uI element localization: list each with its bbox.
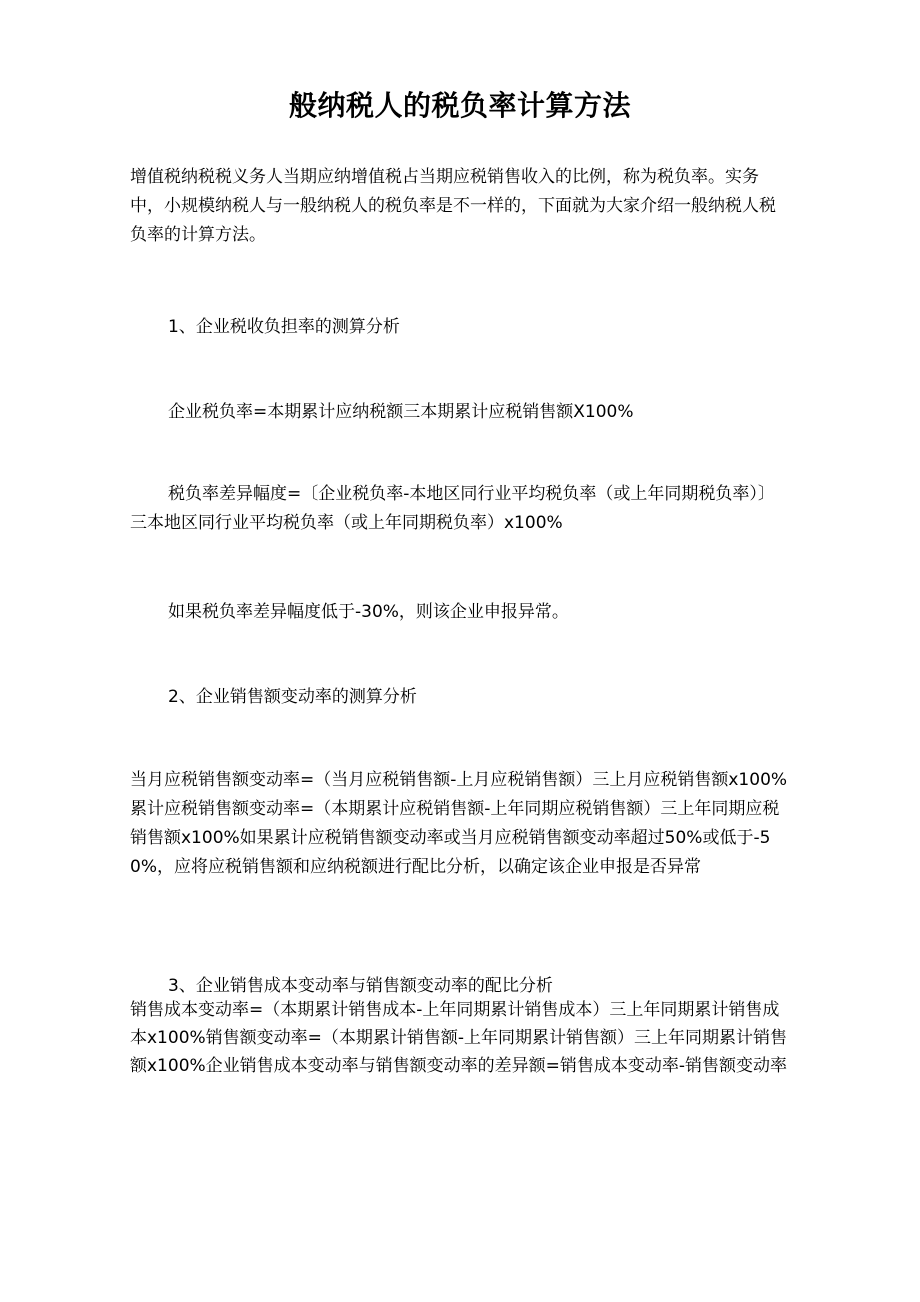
intro-paragraph: 增值税纳税税义务人当期应纳增值税占当期应税销售收入的比例，称为税负率。实务中，小规模纳税人与一般纳税人的税负率是不一样的，下面就为大家介绍一般纳税人税负率的计算方法。 [130, 167, 776, 245]
section3-heading: 3、企业销售成本变动率与销售额变动率的配比分析 [168, 976, 553, 996]
section2-body: 当月应税销售额变动率=（当月应税销售额-上月应税销售额）三上月应税销售额x100%累计应税销售额变动率=（本期累计应税销售额-上年同期应税销售额）三上年同期应税销售额x100%如果累计应税销售额变动率或当月应税销售额变动率超过50%或低于-50%，应将应税销售额和应纳税额进行配比分析，以确定该企业申报是否异常 [130, 770, 788, 877]
document-title: 般纳税人的税负率计算方法 [288, 89, 631, 122]
section1-variance-formula: 税负率差异幅度=〔企业税负率-本地区同行业平均税负率（或上年同期税负率）〕三本地区同行业平均税负率（或上年同期税负率）x100% [130, 484, 775, 533]
section1-formula: 企业税负率=本期累计应纳税额三本期累计应税销售额X100% [168, 402, 634, 422]
section1-heading: 1、企业税收负担率的测算分析 [168, 317, 400, 337]
section3-block [130, 972, 790, 1080]
section3-body: 销售成本变动率=（本期累计销售成本-上年同期累计销售成本）三上年同期累计销售成本x100%销售额变动率=（本期累计销售额-上年同期累计销售额）三上年同期累计销售额x100%企业销售成本变动率与销售额变动率的差异额=销售成本变动率-销售额变动率 [130, 1000, 788, 1076]
section1-note: 如果税负率差异幅度低于-30%，则该企业申报异常。 [168, 602, 569, 622]
section2-heading: 2、企业销售额变动率的测算分析 [168, 687, 417, 707]
